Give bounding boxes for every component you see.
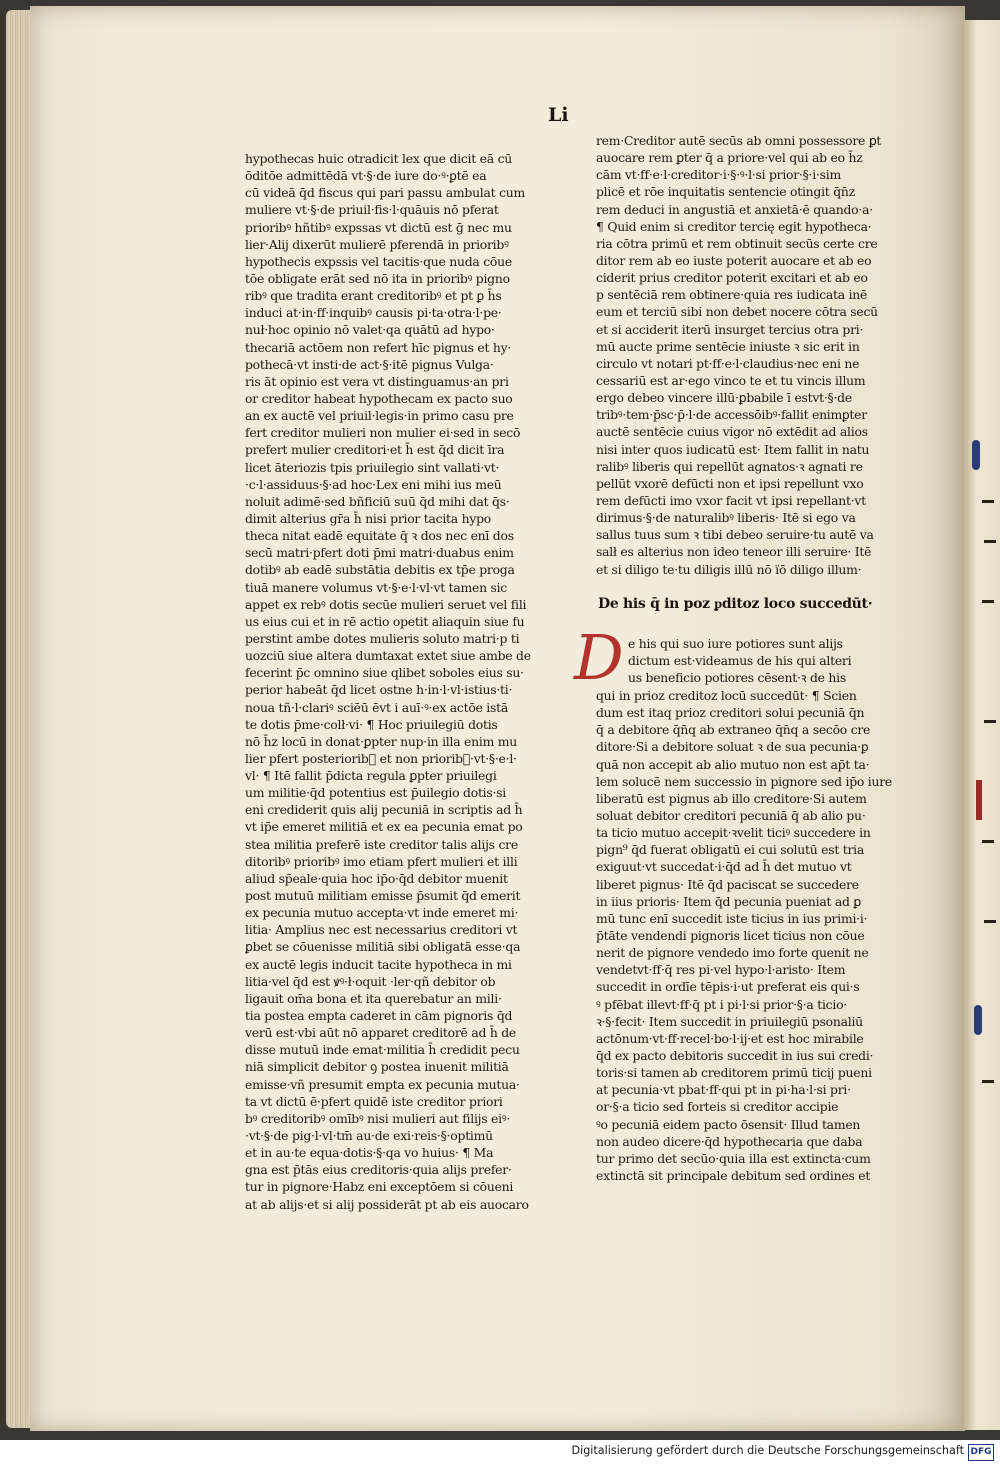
text-line: soluat debitor creditori pecuniā q̄ ab alio pu· [596,807,866,823]
facing-page-edge [962,20,1000,1430]
text-line: q̄d ex pacto debitoris succedit in ius sui credi· [596,1047,874,1063]
text-line: in iius prioris· Item q̄d pecunia pueniat ad ꝑ [596,893,861,909]
section-heading: De his q̄ in poz ᵱditoz loco succedūt· [598,596,873,612]
text-line: liberet pignus· Itē q̄d paciscat se succedere [596,876,859,892]
text-line: um militie·q̄d potentius est p̄uilegio dotis·si [245,785,506,801]
text-line: actōnum·vt·ff·recel·bo·l·ij·et est hoc mirabile [596,1030,864,1046]
right-text-column-top [596,132,896,578]
text-line: dictum est·videamus de his qui alteri [628,653,852,669]
text-line: toris·si tamen ab creditorem primū ticij pueni [596,1065,872,1081]
text-line: ꝰ pfēbat illevt·ff·q̄ pt i pi·l·si prior·§·a ticio· [596,996,847,1012]
text-line: mū aucte prime sentēcie iniuste ꝛ sic erit in [596,338,860,354]
text-line: disse mutuū inde emat·militia h̄ credidit pecu [245,1042,520,1058]
facing-text-mark [984,720,996,723]
text-line: hypothecis expssis vel tacitis·que nuda cōue [245,253,512,269]
text-line: dotibꝰ ab eadē substātia debitis ex tp̄e proga [245,562,515,578]
facing-text-mark [984,540,996,543]
right-text-column-bottom [596,687,896,1184]
text-line: plicē et rōe inquitatis sentencie otingit q̄n̄z [596,184,855,200]
text-line: salł es alterius non ideo teneor illi seruire· Itē [596,544,872,560]
text-line: aliud sp̄eale·quia hoc ip̄o·q̄d debitor muenit [245,870,508,886]
text-line: ōditōe admittēdā vt·§·de iure do·ꝰ·ꝑtē ea [245,168,487,184]
text-line: ciderit prius creditor poterit excitari et ab eo [596,270,868,286]
text-line: exiguut·vt succedat·i·q̄d ad h̄ det mutuo vt [596,859,852,875]
facing-text-mark [982,600,994,603]
text-line: ris āt opinio est vera vt distinguamus·an pri [245,373,509,389]
facing-text-mark [982,840,994,843]
text-line: dum est itaq prioz creditori solui pecuniā q̄n [596,705,865,721]
text-line: rem·Creditor autē secūs ab omni possessore ꝑt [596,133,882,148]
text-line: liberatū est pignus ab illo creditore·Si autem [596,790,867,806]
text-line: eum et terciū sibi non debet nocere cōtra secū [596,304,878,320]
text-line: an ex auctē vel priuil·legis·in primo casu pre [245,408,514,424]
text-line: theca nitat eadē equitate q̄ ꝛ dos nec enī dos [245,528,514,544]
text-line: thecariā actōem non refert hīc pignus et hy· [245,339,512,355]
text-line: lier·Alij dixerūt mulierē pferendā in prioribꝰ [245,236,509,252]
text-line: vendetvt·ff·q̄ res pi·vel hypo·l·aristo· Item [596,962,846,978]
text-line: quā non accepit ab alio mutuo non est ap̄t ta· [596,756,870,772]
text-line: cū videā q̄d fiscus qui pari passu ambulat cum [245,185,525,201]
text-line: noluit adimē·sed bñficiū suū q̄d mihi dat q̄s· [245,493,510,509]
text-line: ¶ Quid enim si creditor tercię egit hypotheca· [596,218,872,234]
text-line: extinctā sit principale debitum sed ordines et [596,1167,871,1183]
text-line: nisi inter quos iudicatū est· Item fallit in natu [596,441,870,457]
text-line: dimit alterius gr̄a h̄ nisi prior tacita hypo [245,510,491,526]
text-line: te dotis p̄me·colł·vi· ¶ Hoc priuilegiū dotis [245,716,498,732]
text-line: cām vt·ff·e·l·creditor·i·§·ꝰ·l·si prior·§·i·sim [596,167,841,183]
text-line: at ab alijs·et si alij possiderāt pt ab eis auocaro [245,1196,529,1212]
text-line: lier pfert posteriorib᷑ et non prioribꝰ·vt·§·e·l· [245,750,517,766]
text-line: us beneficio potiores cēsent·ꝛ de his [628,670,846,686]
text-line: post mutuū militiam emisse p̄sumit q̄d emerit [245,888,521,904]
text-line: et in au·te equa·dotis·§·qa vo huius· ¶ Ma [245,1145,494,1161]
text-line: ta vt dictū ē·pfert quidē iste creditor priori [245,1093,503,1109]
text-line: p sentēciā rem obtinere·quia res iudicata inē [596,287,868,303]
text-line: dirimus·§·de naturalibꝰ liberis· Itē si ego va [596,510,856,526]
text-line: cessariū est ar·ego vinco te et tu vincis illum [596,372,866,388]
text-line: perior habeāt q̄d licet ostne h·in·l·vl·istius·ti· [245,682,513,698]
text-line: stea militia preferē iste creditor talis alijs cre [245,836,518,852]
left-text-column [245,150,545,1213]
facing-rubric-red [976,780,982,820]
text-line: tribꝰ·tem·p̄sc·p̄·l·de accessōibꝰ·fallit enimꝑter [596,407,867,423]
text-line: appet ex rebꝰ dotis secūe mulieri seruet vel fili [245,596,527,612]
text-line: rem deduci in angustiā et anxietā·ē quando·a· [596,201,873,217]
text-line: e his qui suo iure potiores sunt alijs [628,636,843,651]
text-line: induci at·in·ff·inquibꝰ causis pi·ta·otra·l·pe· [245,305,502,321]
text-line: bꝰ creditoribꝰ omībꝰ nisi mulieri aut filijs eiꝰ· [245,1110,511,1126]
text-line: p̄tāte vendendi pignoris licet ticius non cōue [596,927,865,943]
text-line: uozciū siue altera dumtaxat extet siue ambe de [245,648,531,664]
text-line: pellūt vxorē defūcti non et ipsi repellunt vxo [596,475,864,491]
text-line: et si diligo te·tu diligis illū nō ïō diligo illum· [596,561,862,577]
text-line: ꝑbet se cōuenisse militiā sibi obligatā esse·qa [245,939,521,955]
text-line: pothecā·vt insti·de act·§·itē pignus Vulga· [245,356,494,372]
facing-text-mark [984,920,996,923]
text-line: ex pecunia mutuo accepta·vt inde emeret mi· [245,905,519,921]
text-line: tōe obligate erāt sed nō ita in prioribꝰ pigno [245,270,510,286]
text-line: emisse·vñ presumit empta ex pecunia mutua· [245,1076,520,1092]
text-line: q̄ a debitore q̄n̄q ab extraneo q̄n̄q a secōo cre [596,722,871,738]
text-line: prefert mulier creditori·et h̄ est q̄d dicit īra [245,442,505,458]
folio-number: Li [548,104,569,126]
text-line: tiuā manere volumus vt·§·e·l·vl·vt tamen sic [245,579,507,595]
facing-initial-blue [972,440,980,470]
dfg-logo: DFG [968,1444,994,1461]
text-line: non audeo dicere·q̄d hypothecaria que daba [596,1133,863,1149]
text-line: ria cōtra primū et rem obtinuit secūs certe cre [596,235,878,251]
text-line: perstint ambe dotes mulieris soluto matri·p ti [245,630,520,646]
text-line: ergo debeo vincere illū·ꝑbabile ī estvt·§·de [596,390,852,406]
text-line: muliere vt·§·de priuil·fis·l·quāuis nō pferat [245,202,499,218]
text-line: ta ticio mutuo accepit·ꝛvelit ticiꝰ succedere in [596,825,871,841]
facing-initial-blue-2 [974,1005,982,1035]
digitization-footer [0,1440,1000,1464]
text-line: ex auctē legis inducit tacite hypotheca in mi [245,956,512,972]
text-line: pign⁹ q̄d fuerat obligatū ei cui solutū est tria [596,842,865,858]
text-line: or·§·a ticio sed forteis si creditor accipie [596,1099,839,1115]
text-line: ·vt·§·de pig·l·vl·tm̄ au·de exi·reis·§·optimū [245,1128,493,1144]
decorated-initial: D [574,621,624,694]
text-line: noua tñ·l·clariꝰ sciēū ēvt i auī·ꝰ·ex actōe istā [245,699,508,715]
facing-text-mark [982,1080,994,1083]
text-line: litia· Amplius nec est necessarius creditori vt [245,922,518,938]
text-line: ditoribꝰ prioribꝰ imo etiam pfert mulieri et illi [245,853,518,869]
text-line: ꝰo pecuniā eidem pacto ōsensit· Illud tamen [596,1116,861,1132]
text-line: ditor rem ab eo iuste poterit auocare et ab eo [596,252,872,268]
text-line: ditore·Si a debitore soluat ꝛ de sua pecunia·ꝑ [596,739,869,755]
facing-text-mark [982,500,994,503]
text-line: niā simplicit debitor ꝯ postea inuenit militiā [245,1059,509,1075]
text-line: tia postea empta caderet in cām pignoris q̄d [245,1008,513,1024]
text-line: verū est·vbi aūt nō apparet creditorē ad h̄ de [245,1025,517,1041]
text-line: litia·vel q̄d est ꝟꝰ·ł·oquit ·ler·qñ debitor ob [245,973,496,989]
text-line: ·c·l·assiduus·§·ad hoc·Lex eni mihi ius meū [245,476,502,492]
initial-adjacent-lines [628,635,890,686]
text-line: rem defūcti imo vxor facit vt ipsi repellant·vt [596,492,866,508]
text-line: auocare rem ꝑter q̄ a priore·vel qui ab eo h̄z [596,150,863,166]
text-line: secū matri·pfert doti p̄mi matri·duabus enim [245,545,514,561]
text-line: sallus tuus sum ꝛ tibi debeo seruire·tu autē va [596,527,874,543]
text-line: licet āteriozis tpis priuilegio sint vallati·vt· [245,459,500,475]
text-line: ligauit om̄a bona et ita querebatur an mili· [245,990,502,1006]
text-line: nuł·hoc opinio nō valet·qa quātū ad hypo· [245,322,495,338]
text-line: eni crediderit quis alij pecuniā in scriptis ad h̄ [245,802,523,818]
text-line: circulo vt notari pt·ff·e·l·claudius·nec eni ne [596,355,860,371]
text-line: nerit de pignore vendedo imo forte quenit ne [596,945,869,961]
text-line: fecerint p̄c omnino siue qlibet soboles eius su· [245,665,524,681]
text-line: ralibꝰ liberis qui repellūt agnatos·ꝛ agnati re [596,458,863,474]
text-line: us eius cui et in rē actio opetit aliaquin siue fu [245,613,525,629]
text-line: ꝛ·§·fecit· Item succedit in priuilegiū psonaliū [596,1013,863,1029]
text-line: mū tunc enī succedit iste ticius in ius primi·i· [596,910,868,926]
text-line: hypothecas huic otradicit lex que dicit eā cū [245,151,513,166]
text-line: auctē sentēcie cuius vigor nō extēdit ad alios [596,424,868,440]
text-line: fert creditor mulieri non mulier ei·sed in secō [245,425,521,441]
text-line: prioribꝰ hñtibꝰ expssas vt dictū est ḡ nec mu [245,219,512,235]
text-line: or creditor habeat hypothecam ex pacto suo [245,390,513,406]
text-line: ribꝰ que tradita erant creditoribꝰ et pt ꝑ h̄s [245,288,502,304]
text-line: tur in pignore·Habz eni exceptōem si cōueni [245,1179,514,1195]
text-line: vt ip̄e emeret militiā et ex ea pecunia emat po [245,819,523,835]
text-line: tur primo det secūo·quia illa est extincta·cum [596,1150,871,1166]
text-line: vl· ¶ Itē fallit p̄dicta regula ꝑpter priuilegi [245,768,497,784]
text-line: lem solucē nem successio in pignore sed ip̄o iure [596,773,892,789]
text-line: at pecunia·vt pbat·ff·qui pt in pi·ha·l·si pri· [596,1082,851,1098]
funding-credit: Digitalisierung gefördert durch die Deutsche Forschungsgemeinschaft [571,1444,964,1457]
text-line: qui in prioz creditoz locū succedūt· ¶ Scien [596,688,857,703]
text-line: gna est p̄tās eius creditoris·quia alijs prefer· [245,1162,512,1178]
text-line: et si acciderit iterū insurget tercius otra pri· [596,321,864,337]
text-line: nō h̄z locū in donat·ꝑpter nup·in illa enim mu [245,733,518,749]
text-line: succedit in ordīe tēpis·i·ut preferat eis qui·s [596,979,860,995]
